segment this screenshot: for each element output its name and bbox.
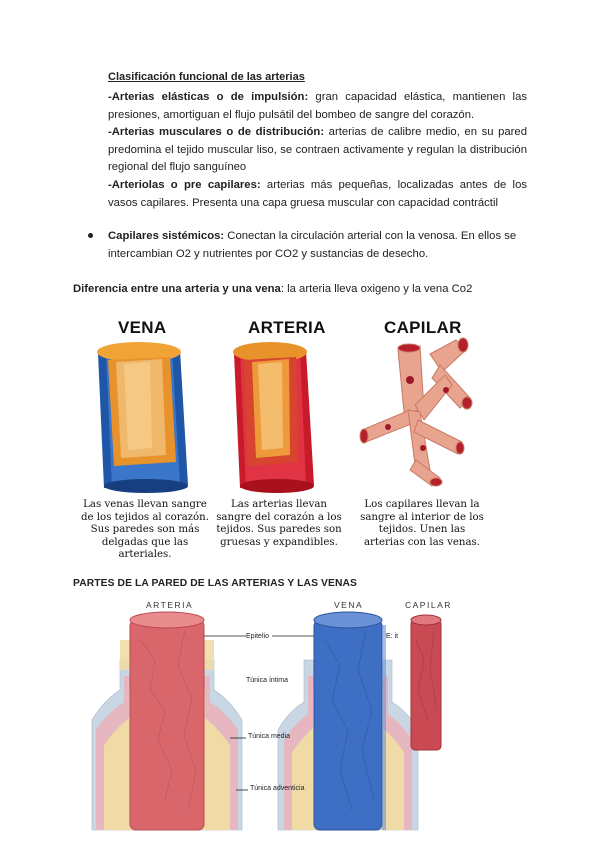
wall-vein-label: VENA xyxy=(334,600,364,610)
tunica-adventicia-label: Túnica adventicia xyxy=(250,785,305,792)
classification-title: Clasificación funcional de las arterias xyxy=(108,71,305,83)
artery-wall xyxy=(92,612,242,830)
epitelio-label: Epitelio xyxy=(246,633,269,640)
item-muscular-term: -Arterias musculares o de distribución: xyxy=(108,126,325,139)
vein-title: VENA xyxy=(118,318,167,337)
artery-caption: Las arterias llevan sangre del corazón a los tejidos. Sus paredes son gruesas y expandibles. xyxy=(216,499,342,548)
item-muscular-text: arterias de calibre medio, en su pared predomina el tejido muscular liso, se contraen activamente y regulan la distribución regional del flujo sanguíneo xyxy=(108,126,527,174)
item-arteriole-text: arterias más pequeñas, localizadas antes de los vasos capilares. Presenta una capa gruesa muscular con capacidad contráctil xyxy=(108,178,527,209)
capillaries-text: Conectan la circulación arterial con la venosa. En ellos se intercambian O2 y nutrientes por CO2 y sustancias de desecho. xyxy=(108,230,517,260)
wall-parts-heading: PARTES DE LA PARED DE LAS ARTERIAS Y LAS VENAS xyxy=(73,578,357,589)
item-elastic-text: gran capacidad elástica, mantienen las presiones, amortiguan el flujo pulsátil del bombeo de sangre del corazón. xyxy=(108,91,527,121)
wall-artery-label: ARTERIA xyxy=(146,600,194,610)
difference-text: : la arteria lleva oxigeno y la vena Co2 xyxy=(280,283,473,295)
artery-title: ARTERIA xyxy=(248,318,326,337)
difference-term: Diferencia entre una arteria y una vena xyxy=(73,283,281,295)
vein-wall xyxy=(278,612,418,830)
capillary-wall xyxy=(411,615,441,750)
item-elastic-term: -Arterias elásticas o de impulsión: xyxy=(108,91,309,103)
tunica-intima-label: Túnica íntima xyxy=(246,677,289,684)
capillaries-term: Capilares sistémicos: xyxy=(108,230,225,242)
item-arteriole-term: -Arteriolas o pre capilares: xyxy=(108,178,261,191)
capillary-caption: Los capilares llevan la sangre al interior de los tejidos. Unen las arterias con las venas. xyxy=(360,499,484,548)
wall-capillary-label: CAPILAR xyxy=(405,600,452,610)
tunica-media-label: Túnica media xyxy=(248,733,291,740)
epitelio-short-label: E: it xyxy=(386,633,399,640)
vein-caption: Las venas llevan sangre de los tejidos al corazón. Sus paredes son más delgadas que las arteriales. xyxy=(81,499,209,560)
capillary-title: CAPILAR xyxy=(384,318,462,337)
